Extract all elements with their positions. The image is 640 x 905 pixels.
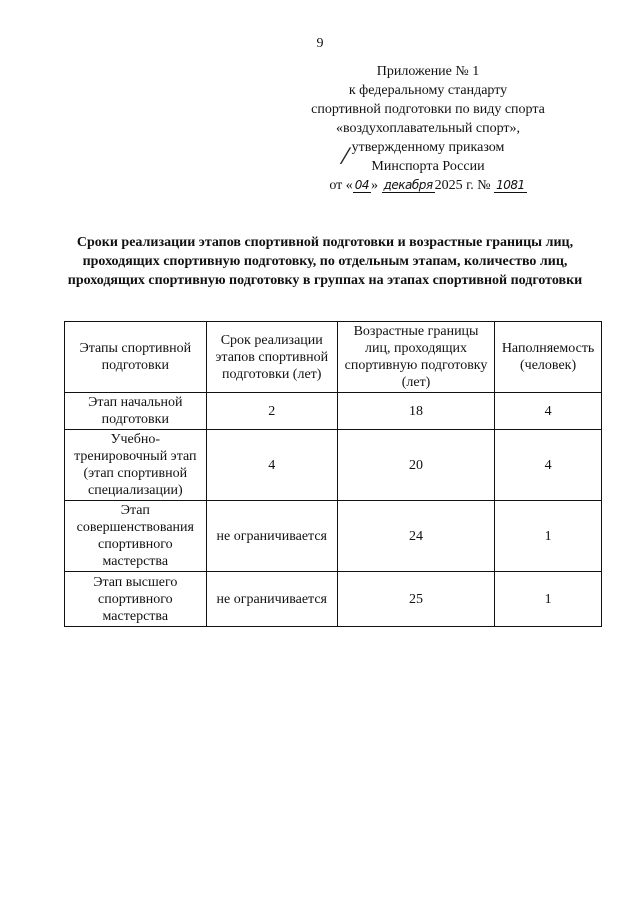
cell-age: 24 [337,501,494,572]
signature-mark: ⁄ [342,143,349,169]
ministry-name: Минспорта России [371,159,485,174]
column-header-age: Возрастные границы лиц, проходящих спортивную подготовку (лет) [337,322,494,393]
appendix-line: Приложение № 1 [376,64,480,79]
date-year: 2025 г. № [434,178,491,193]
cell-age: 18 [337,393,494,430]
appendix-line: «воздухоплавательный спорт», [335,121,521,136]
table-row [65,572,602,627]
cell-stage: Учебно-тренировочный этап (этап спортивной специализации) [65,430,207,501]
column-header-stage: Этапы спортивной подготовки [65,322,207,393]
table-header-row [65,322,602,393]
appendix-line: утвержденному приказом [351,140,505,155]
column-header-size: Наполняемость (человек) [495,322,602,393]
cell-duration: 4 [206,430,337,501]
cell-duration: не ограничивается [206,501,337,572]
cell-age: 20 [337,430,494,501]
stages-table [64,321,602,627]
appendix-line: спортивной подготовки по виду спорта [311,102,545,117]
handwritten-order-number: 1081 [496,178,525,192]
document-title: Сроки реализации этапов спортивной подготовки и возрастные границы лиц, проходящих спортивную подготовку, по отдельным этапам, количество лиц, проходящих спортивную подготовку в группах на этапах спортивной подготовки [67,235,583,288]
cell-duration: не ограничивается [206,572,337,627]
table-row [65,501,602,572]
handwritten-month: декабря [383,178,433,192]
date-mid: » [371,178,379,193]
cell-size: 4 [495,393,602,430]
cell-duration: 2 [206,393,337,430]
appendix-line: к федеральному стандарту [348,83,508,98]
cell-stage: Этап высшего спортивного мастерства [65,572,207,627]
table-row [65,430,602,501]
cell-stage: Этап совершенствования спортивного мастерства [65,501,207,572]
cell-size: 1 [495,572,602,627]
cell-age: 25 [337,572,494,627]
order-date-line [278,176,578,195]
cell-stage: Этап начальной подготовки [65,393,207,430]
handwritten-day: 04 [354,178,370,192]
appendix-header [278,62,578,195]
cell-size: 4 [495,430,602,501]
cell-size: 1 [495,501,602,572]
page-number: 9 [316,36,324,51]
column-header-duration: Срок реализации этапов спортивной подготовки (лет) [206,322,337,393]
date-prefix: от « [329,178,353,193]
table-row [65,393,602,430]
